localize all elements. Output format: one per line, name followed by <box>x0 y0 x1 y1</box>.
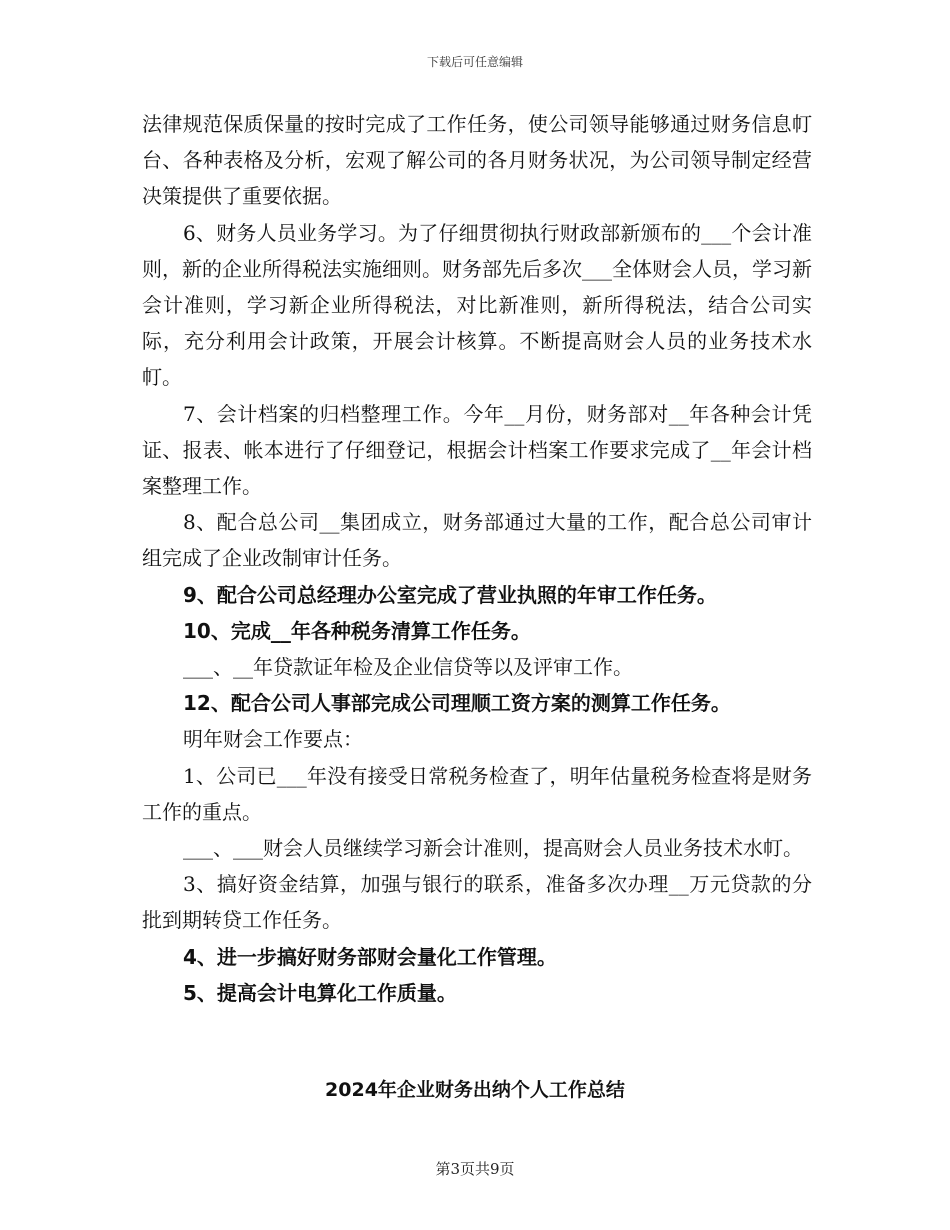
document-body <box>142 106 812 1011</box>
paragraph: 明年财会工作要点： <box>183 727 363 752</box>
paragraph: 1、公司已___年没有接受日常税务检查了，明年估量税务检查将是财务工作的重点。 <box>142 763 812 824</box>
paragraph: 4、进一步搞好财务部财会量化工作管理。 <box>183 944 557 969</box>
paragraph: ___、__年贷款证年检及企业信贷等以及评审工作。 <box>183 655 633 680</box>
paragraph: 12、配合公司人事部完成公司理顺工资方案的测算工作任务。 <box>183 691 731 716</box>
paragraph: 7、会计档案的归档整理工作。今年__月份，财务部对__年各种会计凭证、报表、帐本进行了仔细登记，根据会计档案工作要求完成了__年会计档案整理工作。 <box>142 401 812 499</box>
page-header: 下载后可任意编辑 <box>426 55 523 69</box>
paragraph: 法律规范保质保量的按时完成了工作任务，使公司领导能够通过财务信息帄台、各种表格及分析，宏观了解公司的各月财务状况，为公司领导制定经营决策提供了重要依据。 <box>142 112 812 209</box>
paragraph: 10、完成__年各种税务清算工作任务。 <box>183 618 531 643</box>
paragraph: 5、提高会计电算化工作质量。 <box>183 980 457 1005</box>
paragraph: ___、___财会人员继续学习新会计准则，提高财会人员业务技术水帄。 <box>183 836 803 861</box>
section-title: 2024年企业财务出纳个人工作总结 <box>325 1079 625 1101</box>
paragraph: 8、配合总公司__集团成立，财务部通过大量的工作，配合总公司审计组完成了企业改制审计任务。 <box>142 510 812 571</box>
paragraph: 9、配合公司总经理办公室完成了营业执照的年审工作任务。 <box>183 582 717 607</box>
paragraph: 6、财务人员业务学习。为了仔细贯彻执行财政部新颁布的___个会计准则，新的企业所得税法实施细则。财务部先后多次___全体财会人员，学习新会计准则，学习新企业所得税法，对比新准则，新所得税法，结合公司实际，充分利用会计政策，开展会计核算。不断提高财会人员的业务技术水帄。 <box>142 220 812 390</box>
page-footer: 第3页共9页 <box>435 1160 515 1178</box>
paragraph: 3、搞好资金结算，加强与银行的联系，准备多次办理__万元贷款的分批到期转贷工作任务。 <box>142 872 812 933</box>
